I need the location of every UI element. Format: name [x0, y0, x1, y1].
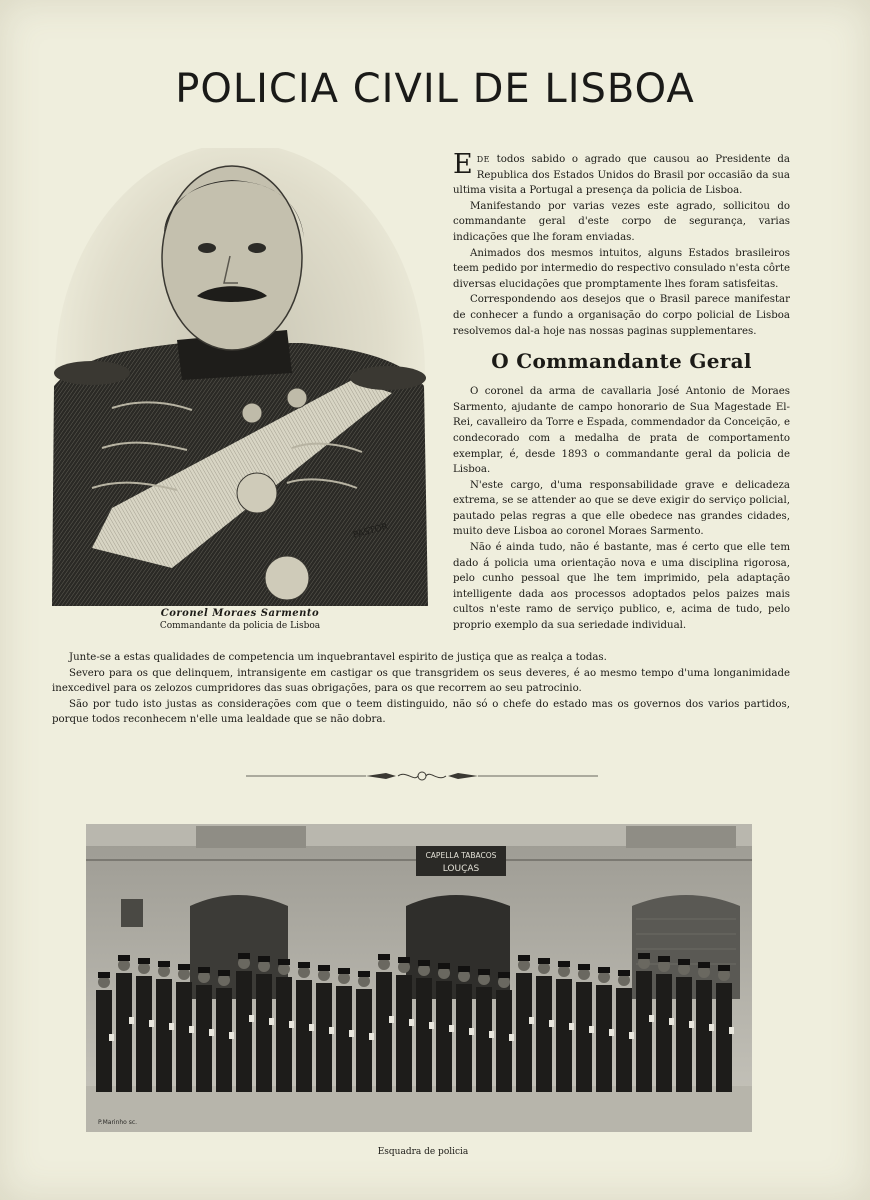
- intro-paragraph-2: Manifestando por varias vezes este agrado, sollicitou do commandante geral d'este corpo de segurança, varias indicações que lhe foram enviadas.: [453, 200, 790, 243]
- officer-cap: [278, 959, 290, 965]
- section-paragraph-2: N'este cargo, d'uma responsabilidade grave e delicadeza extrema, se se attender ao que se deve exigir do serviço policial, pautado pelas regras a que elle obedece nas grandes cidades, muito deve Lisboa ao coronel Moraes Sarmento.: [453, 479, 790, 538]
- officer-cap: [238, 953, 250, 959]
- officer-figure: [276, 977, 292, 1092]
- officer-glove: [489, 1031, 494, 1038]
- section-paragraph-4: Junte-se a estas qualidades de competencia um inquebrantavel espirito de justiça que as realça a todas.: [69, 652, 607, 663]
- officer-glove: [149, 1020, 154, 1027]
- officer-cap: [718, 965, 730, 971]
- officer-cap: [198, 967, 210, 973]
- section-paragraph-6: São por tudo isto justas as considerações com que o teem distinguido, não só o chefe do estado mas os governos dos varios partidos, porque todos reconhecem n'elle uma lealdade que se não dobra.: [52, 698, 790, 726]
- officer-figure: [596, 985, 612, 1092]
- officer-cap: [318, 965, 330, 971]
- officer-glove: [129, 1017, 134, 1024]
- officer-glove: [109, 1034, 114, 1041]
- officer-cap: [478, 969, 490, 975]
- photo-caption: Esquadra de policia: [377, 1147, 469, 1157]
- officer-glove: [549, 1020, 554, 1027]
- officer-figure: [556, 979, 572, 1092]
- officer-glove: [249, 1015, 254, 1022]
- officer-figure: [336, 986, 352, 1092]
- officer-figure: [636, 971, 652, 1092]
- officer-glove: [409, 1019, 414, 1026]
- officer-cap: [378, 954, 390, 960]
- officer-cap: [418, 960, 430, 966]
- police-station-photo: [86, 824, 752, 1132]
- officer-glove: [229, 1032, 234, 1039]
- officer-figure: [236, 971, 252, 1092]
- officer-glove: [629, 1032, 634, 1039]
- officer-figure: [376, 972, 392, 1092]
- portrait-caption-role: Commandante da policia de Lisboa: [159, 621, 321, 631]
- officer-glove: [729, 1027, 734, 1034]
- officer-cap: [438, 963, 450, 969]
- section-heading: O Commandante Geral: [491, 349, 752, 374]
- officer-figure: [356, 989, 372, 1092]
- page-title: POLICIA CIVIL DE LISBOA: [175, 66, 695, 112]
- officer-glove: [689, 1021, 694, 1028]
- ornamental-divider: [246, 770, 598, 782]
- officer-figure: [396, 975, 412, 1092]
- officer-cap: [338, 968, 350, 974]
- officer-figure: [576, 982, 592, 1092]
- officer-glove: [509, 1034, 514, 1041]
- officer-cap: [158, 961, 170, 967]
- officer-cap: [258, 956, 270, 962]
- officer-figure: [656, 974, 672, 1092]
- officer-figure: [516, 973, 532, 1092]
- officer-cap: [638, 953, 650, 959]
- officer-cap: [698, 962, 710, 968]
- officer-glove: [589, 1026, 594, 1033]
- officer-cap: [98, 972, 110, 978]
- section-paragraph-3: Não é ainda tudo, não é bastante, mas é certo que elle tem dado á policia uma orientação nova e uma disciplina rigorosa, pelo cunho pessoal que lhe tem imprimido, pela adaptação intelligente dada aos processos adoptados pelos paizes mais cultos n'este ramo de serviço publico, e, acima de tudo, pelo proprio exemplo da sua seriedade individual.: [453, 542, 790, 632]
- officer-figure: [196, 985, 212, 1092]
- officer-cap: [118, 955, 130, 961]
- dropcap: E: [453, 149, 473, 180]
- intro-text: todos sabido o agrado que causou ao Presidente da Republica dos Estados Unidos do Brasil por occasião da sua ultima visita a Portugal a presença da policia de Lisboa.: [453, 154, 790, 197]
- officer-cap: [578, 964, 590, 970]
- officer-figure: [296, 980, 312, 1092]
- officer-glove: [389, 1016, 394, 1023]
- officer-figure: [536, 976, 552, 1092]
- officer-cap: [538, 958, 550, 964]
- officer-cap: [558, 961, 570, 967]
- officer-figure: [476, 987, 492, 1092]
- officer-glove: [709, 1024, 714, 1031]
- officer-figure: [456, 984, 472, 1092]
- officer-glove: [349, 1030, 354, 1037]
- officer-glove: [269, 1018, 274, 1025]
- officer-figure: [316, 983, 332, 1092]
- officer-glove: [469, 1028, 474, 1035]
- intro-smallcaps: DE: [476, 155, 490, 164]
- officer-cap: [458, 966, 470, 972]
- officer-cap: [298, 962, 310, 968]
- officer-glove: [449, 1025, 454, 1032]
- officer-figure: [436, 981, 452, 1092]
- officer-figure: [216, 988, 232, 1092]
- shop-sign-text-2: LOUÇAS: [442, 864, 480, 874]
- officer-glove: [649, 1015, 654, 1022]
- officer-cap: [358, 971, 370, 977]
- officer-cap: [138, 958, 150, 964]
- officer-figure: [176, 982, 192, 1092]
- officer-glove: [569, 1023, 574, 1030]
- officer-glove: [669, 1018, 674, 1025]
- officer-cap: [678, 959, 690, 965]
- officer-cap: [658, 956, 670, 962]
- section-paragraph-5: Severo para os que delinquem, intransigente em castigar os que transgridem os seus deveres, é ao mesmo tempo d'uma longanimidade inexcedivel para os zelozos cumpridores das suas obrigações, para os que recorrem ao seu patrocinio.: [52, 667, 790, 695]
- artist-signature: PASTOR: [352, 522, 390, 541]
- officer-figure: [696, 980, 712, 1092]
- officer-figure: [676, 977, 692, 1092]
- officer-figure: [416, 978, 432, 1092]
- full-width-text: [52, 650, 790, 728]
- portrait-engraving: [52, 148, 428, 606]
- officer-cap: [218, 970, 230, 976]
- officer-figure: [616, 988, 632, 1092]
- section-paragraph-1: O coronel da arma de cavallaria José Antonio de Moraes Sarmento, ajudante de campo honorario de Sua Magestade El-Rei, cavalleiro da Torre e Espada, commendador da Conceição, e condecorado com a medalha de prata de comportamento exemplar, é, desde 1893 o commandante geral da policia de Lisboa.: [453, 386, 790, 476]
- portrait-caption-name: Coronel Moraes Sarmento: [160, 608, 320, 619]
- officer-glove: [429, 1022, 434, 1029]
- officer-figure: [136, 976, 152, 1092]
- officer-glove: [529, 1017, 534, 1024]
- officer-figure: [716, 983, 732, 1092]
- officer-cap: [518, 955, 530, 961]
- officer-glove: [369, 1033, 374, 1040]
- officer-glove: [289, 1021, 294, 1028]
- article-column: [453, 149, 790, 634]
- officer-figure: [256, 974, 272, 1092]
- officer-cap: [618, 970, 630, 976]
- officer-glove: [609, 1029, 614, 1036]
- officer-glove: [189, 1026, 194, 1033]
- intro-paragraph-3: Animados dos mesmos intuitos, alguns Estados brasileiros teem pedido por intermedio do respectivo consulado n'esta côrte diversas elucidações que promptamente lhes foram satisfeitas.: [453, 247, 790, 290]
- officer-figure: [156, 979, 172, 1092]
- photo-credit: P.Marinho sc.: [98, 1119, 138, 1126]
- officer-cap: [598, 967, 610, 973]
- shop-sign-text-1: CAPELLA TABACOS: [425, 851, 497, 860]
- officer-glove: [169, 1023, 174, 1030]
- officer-glove: [309, 1024, 314, 1031]
- officer-glove: [209, 1029, 214, 1036]
- intro-paragraph-4: Correspondendo aos desejos que o Brasil parece manifestar de conhecer a fundo a organisação do corpo policial de Lisboa resolvemos dal-a hoje nas nossas paginas supplementares.: [453, 294, 790, 337]
- officer-cap: [498, 972, 510, 978]
- officer-glove: [329, 1027, 334, 1034]
- officer-cap: [178, 964, 190, 970]
- officer-figure: [116, 973, 132, 1092]
- intro-paragraph-1: [453, 149, 790, 199]
- officer-cap: [398, 957, 410, 963]
